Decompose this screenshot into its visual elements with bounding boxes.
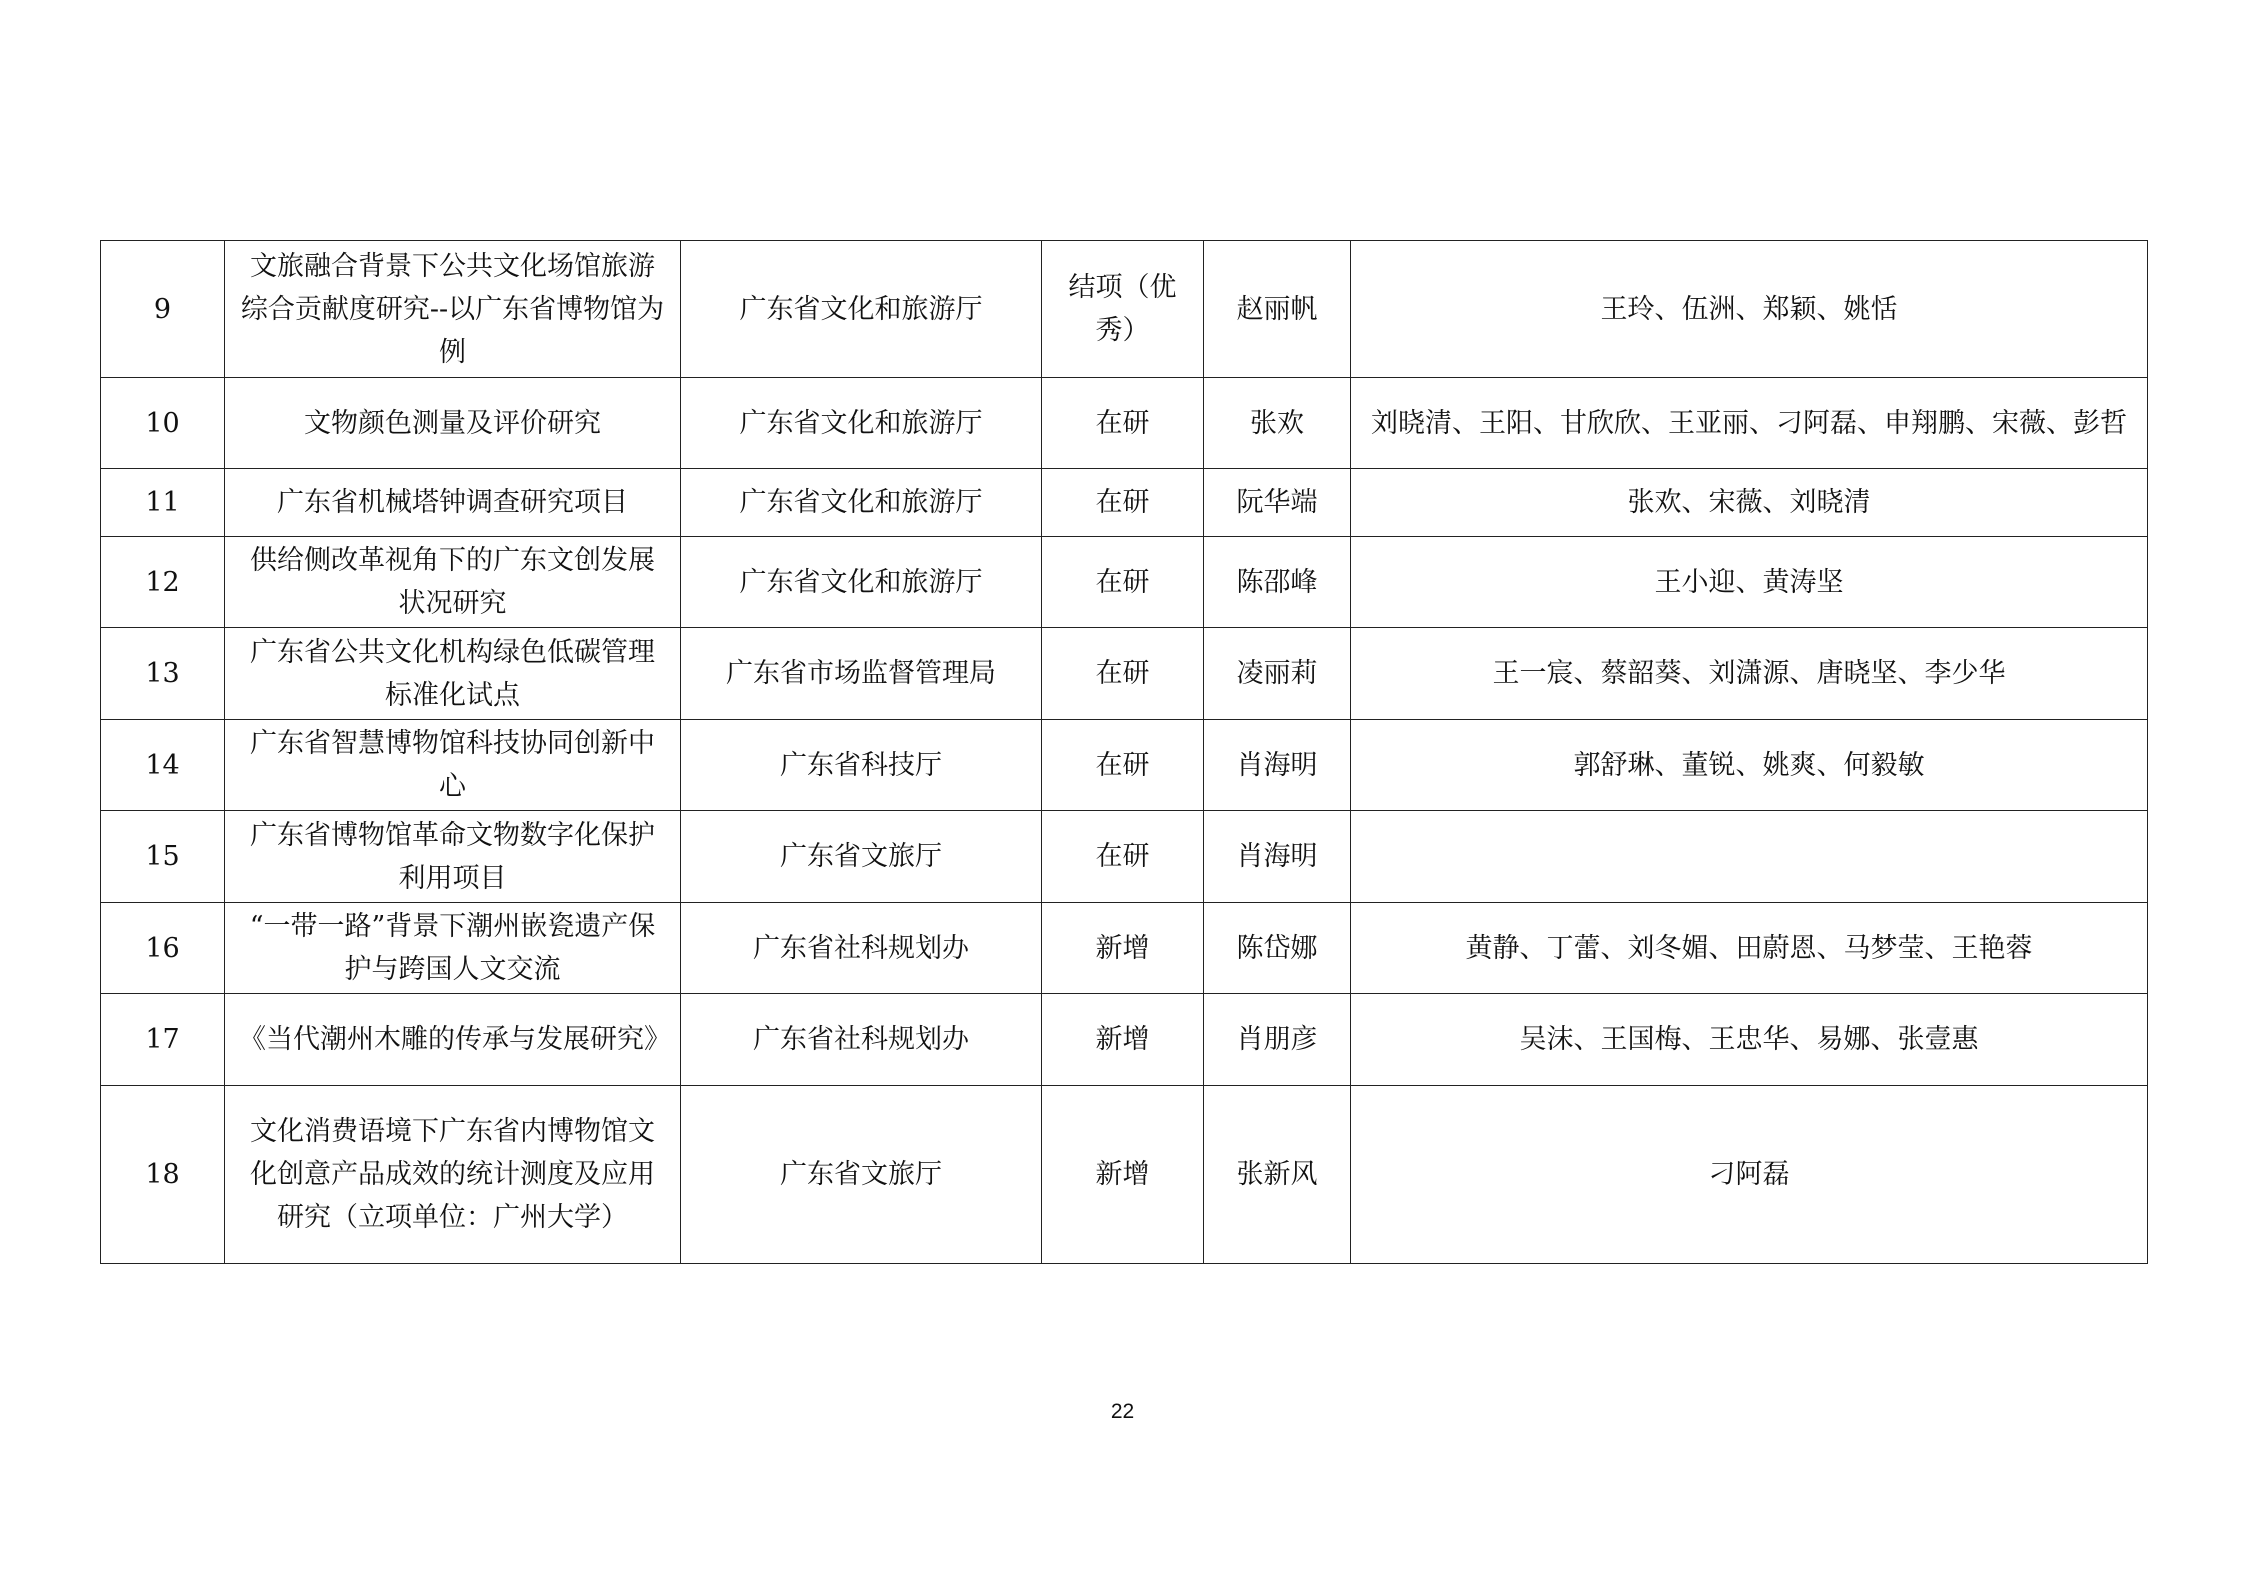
row-number: 14 xyxy=(101,720,225,811)
project-title: 《当代潮州木雕的传承与发展研究》 xyxy=(225,994,681,1086)
funding-unit: 广东省科技厅 xyxy=(681,720,1042,811)
project-status: 在研 xyxy=(1042,378,1204,469)
project-members: 王玲、伍洲、郑颖、姚恬 xyxy=(1351,241,2148,378)
project-table xyxy=(100,240,2148,1264)
project-status: 在研 xyxy=(1042,811,1204,903)
project-status: 结项（优秀） xyxy=(1042,241,1204,378)
project-title: 供给侧改革视角下的广东文创发展状况研究 xyxy=(225,537,681,628)
row-number: 17 xyxy=(101,994,225,1086)
project-leader: 肖海明 xyxy=(1204,720,1351,811)
table-row xyxy=(101,628,2148,720)
table-row xyxy=(101,1086,2148,1264)
funding-unit: 广东省文旅厅 xyxy=(681,811,1042,903)
project-leader: 阮华端 xyxy=(1204,469,1351,537)
project-members: 王小迎、黄涛坚 xyxy=(1351,537,2148,628)
project-status: 新增 xyxy=(1042,903,1204,994)
page-number: 22 xyxy=(1110,1400,1135,1423)
project-members: 郭舒琳、董锐、姚爽、何毅敏 xyxy=(1351,720,2148,811)
project-leader: 张欢 xyxy=(1204,378,1351,469)
funding-unit: 广东省社科规划办 xyxy=(681,903,1042,994)
project-status: 新增 xyxy=(1042,1086,1204,1264)
row-number: 18 xyxy=(101,1086,225,1264)
project-title: 广东省机械塔钟调查研究项目 xyxy=(225,469,681,537)
project-leader: 张新风 xyxy=(1204,1086,1351,1264)
project-title: 文化消费语境下广东省内博物馆文化创意产品成效的统计测度及应用研究（立项单位：广州大学） xyxy=(225,1086,681,1264)
row-number: 12 xyxy=(101,537,225,628)
funding-unit: 广东省文化和旅游厅 xyxy=(681,469,1042,537)
funding-unit: 广东省文旅厅 xyxy=(681,1086,1042,1264)
table-row xyxy=(101,994,2148,1086)
project-leader: 赵丽帆 xyxy=(1204,241,1351,378)
project-members: 黄静、丁蕾、刘冬媚、田蔚恩、马梦莹、王艳蓉 xyxy=(1351,903,2148,994)
project-title: “一带一路”背景下潮州嵌瓷遗产保护与跨国人文交流 xyxy=(225,903,681,994)
row-number: 9 xyxy=(101,241,225,378)
table-row xyxy=(101,469,2148,537)
funding-unit: 广东省市场监督管理局 xyxy=(681,628,1042,720)
project-members xyxy=(1351,811,2148,903)
row-number: 11 xyxy=(101,469,225,537)
row-number: 16 xyxy=(101,903,225,994)
project-leader: 肖朋彦 xyxy=(1204,994,1351,1086)
funding-unit: 广东省文化和旅游厅 xyxy=(681,241,1042,378)
project-members: 王一宸、蔡韶葵、刘潇源、唐晓坚、李少华 xyxy=(1351,628,2148,720)
row-number: 10 xyxy=(101,378,225,469)
project-title: 广东省智慧博物馆科技协同创新中心 xyxy=(225,720,681,811)
table-row xyxy=(101,811,2148,903)
project-title: 广东省公共文化机构绿色低碳管理标准化试点 xyxy=(225,628,681,720)
project-members: 张欢、宋薇、刘晓清 xyxy=(1351,469,2148,537)
funding-unit: 广东省文化和旅游厅 xyxy=(681,378,1042,469)
project-members: 刘晓清、王阳、甘欣欣、王亚丽、刁阿磊、申翔鹏、宋薇、彭哲 xyxy=(1351,378,2148,469)
project-status: 新增 xyxy=(1042,994,1204,1086)
project-status: 在研 xyxy=(1042,720,1204,811)
project-leader: 凌丽莉 xyxy=(1204,628,1351,720)
project-table-container xyxy=(100,240,2147,1264)
row-number: 13 xyxy=(101,628,225,720)
project-status: 在研 xyxy=(1042,469,1204,537)
table-row xyxy=(101,720,2148,811)
project-leader: 陈邵峰 xyxy=(1204,537,1351,628)
row-number: 15 xyxy=(101,811,225,903)
project-title: 文旅融合背景下公共文化场馆旅游综合贡献度研究--以广东省博物馆为例 xyxy=(225,241,681,378)
funding-unit: 广东省文化和旅游厅 xyxy=(681,537,1042,628)
project-title: 文物颜色测量及评价研究 xyxy=(225,378,681,469)
project-title: 广东省博物馆革命文物数字化保护利用项目 xyxy=(225,811,681,903)
table-row xyxy=(101,378,2148,469)
project-status: 在研 xyxy=(1042,628,1204,720)
project-leader: 肖海明 xyxy=(1204,811,1351,903)
project-leader: 陈岱娜 xyxy=(1204,903,1351,994)
table-row xyxy=(101,903,2148,994)
table-row xyxy=(101,241,2148,378)
table-row xyxy=(101,537,2148,628)
project-members: 刁阿磊 xyxy=(1351,1086,2148,1264)
funding-unit: 广东省社科规划办 xyxy=(681,994,1042,1086)
project-status: 在研 xyxy=(1042,537,1204,628)
project-members: 吴沫、王国梅、王忠华、易娜、张壹惠 xyxy=(1351,994,2148,1086)
